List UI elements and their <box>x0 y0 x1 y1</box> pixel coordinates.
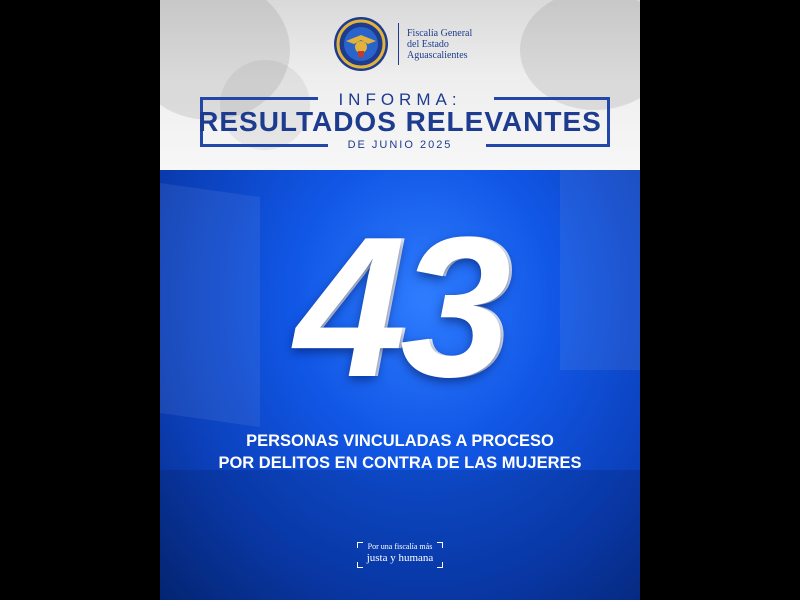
stat-number: 43 <box>294 196 506 419</box>
headline: RESULTADOS RELEVANTES <box>198 106 602 137</box>
kicker-text: INFORMA: <box>338 90 462 109</box>
stat-caption <box>160 430 640 474</box>
header-section <box>160 0 640 170</box>
slogan-line-2: justa y humana <box>366 552 434 564</box>
caption-line-2: POR DELITOS EN CONTRA DE LAS MUJERES <box>218 454 582 472</box>
slogan <box>357 542 443 568</box>
slogan-corner <box>437 562 443 568</box>
agency-logo <box>332 16 472 72</box>
slogan-corner <box>357 562 363 568</box>
slogan-corner <box>357 542 363 548</box>
poster <box>160 0 640 600</box>
agency-name: Fiscalía General del Estado Aguascalientes <box>407 27 473 61</box>
slogan-corner <box>437 542 443 548</box>
logo-divider <box>398 23 399 65</box>
background-desk <box>160 470 640 600</box>
caption-line-1: PERSONAS VINCULADAS A PROCESO <box>246 432 554 450</box>
period-text: DE JUNIO 2025 <box>347 139 453 151</box>
slogan-line-1: Por una fiscalía más <box>367 542 433 551</box>
seal-icon <box>332 15 390 73</box>
